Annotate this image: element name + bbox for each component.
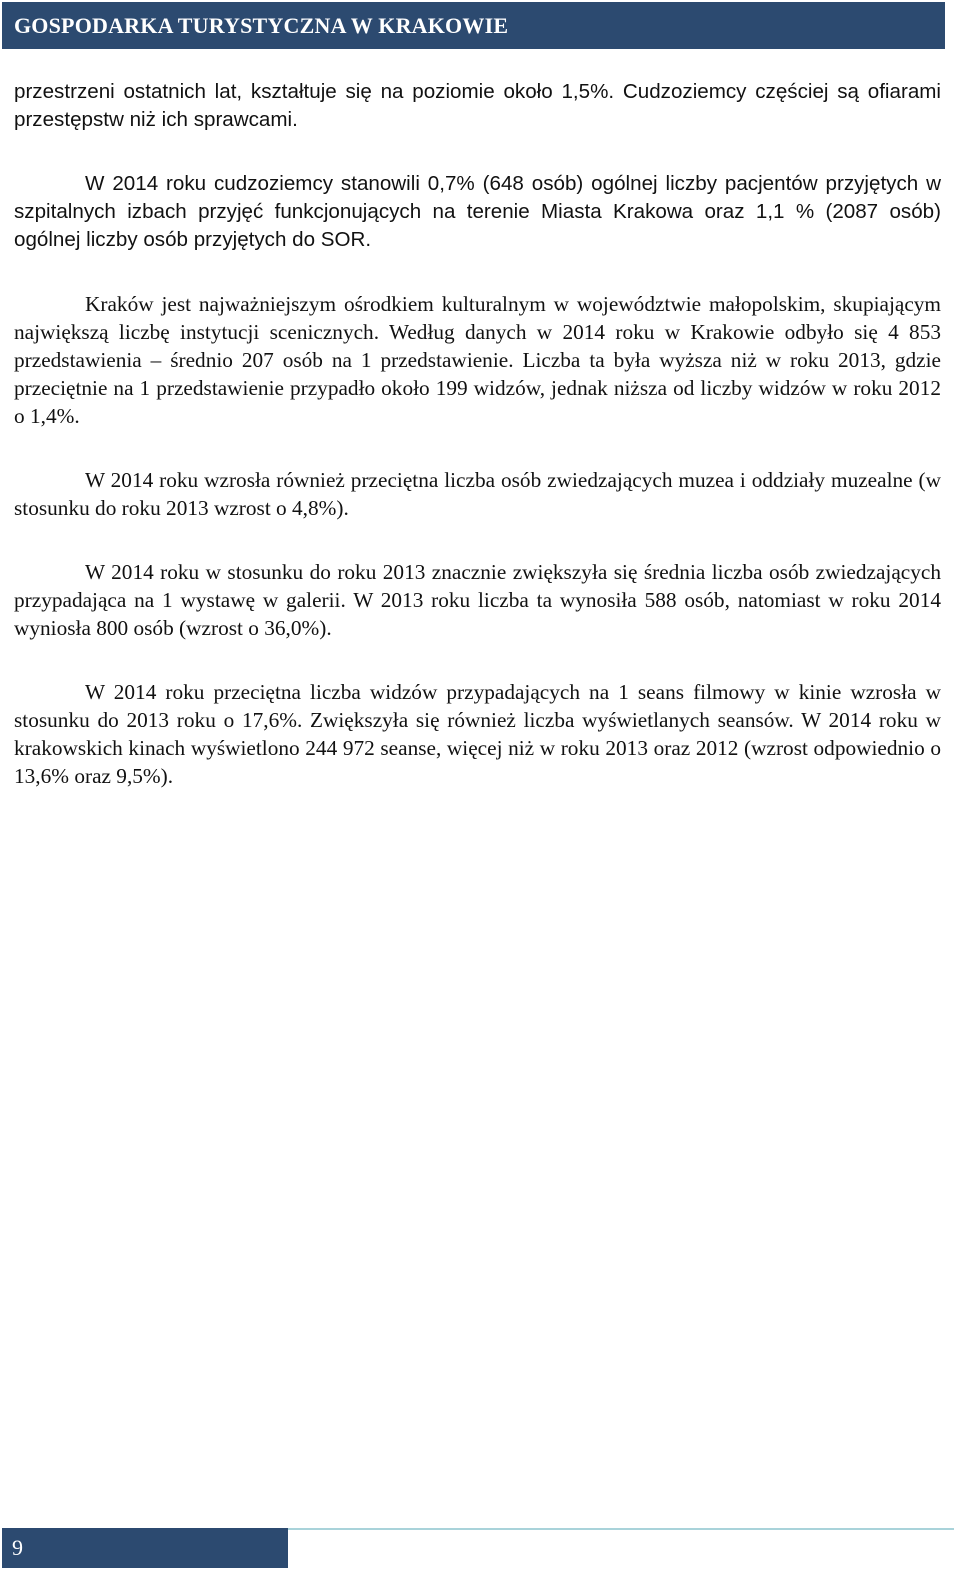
paragraph-galleries: W 2014 roku w stosunku do roku 2013 znacznie zwiększyła się średnia liczba osób zwiedzających przypadająca na 1 wystawę w galerii. W 2013 roku liczba ta wynosiła 588 osób, natomiast w roku 2014 wyniosła 800 osób (wzrost o 36,0%).	[14, 560, 941, 640]
document-body	[14, 78, 941, 826]
paragraph-cinemas: W 2014 roku przeciętna liczba widzów przypadających na 1 seans filmowy w kinie wzrosła w stosunku do 2013 roku o 17,6%. Zwiększyła się również liczba wyświetlanych seansów. W 2014 roku w krakowskich kinach wyświetlono 244 972 seanse, więcej niż w roku 2013 oraz 2012 (wzrost odpowiednio o 13,6% oraz 9,5%).	[14, 680, 941, 788]
section-title: GOSPODARKA TURYSTYCZNA W KRAKOWIE	[14, 12, 509, 38]
paragraph-continued: przestrzeni ostatnich lat, kształtuje się na poziomie około 1,5%. Cudzoziemcy częściej są ofiarami przestępstw niż ich sprawcami.	[14, 80, 941, 131]
footer-divider	[288, 1528, 954, 1530]
paragraph-foreign-patients: W 2014 roku cudzoziemcy stanowili 0,7% (648 osób) ogólnej liczby pacjentów przyjętych w szpitalnych izbach przyjęć funkcjonujących na terenie Miasta Krakowa oraz 1,1 % (2087 osób) ogólnej liczby osób przyjętych do SOR.	[14, 172, 941, 251]
page-number: 9	[12, 1535, 23, 1560]
page-footer	[2, 1528, 288, 1568]
paragraph-museums: W 2014 roku wzrosła również przeciętna liczba osób zwiedzających muzea i oddziały muzealne (w stosunku do roku 2013 wzrost o 4,8%).	[14, 468, 941, 520]
page-header-bar	[2, 2, 945, 49]
paragraph-cultural-center: Kraków jest najważniejszym ośrodkiem kulturalnym w województwie małopolskim, skupiającym największą liczbę instytucji scenicznych. Według danych w 2014 roku w Krakowie odbyło się 4 853 przedstawienia – średnio 207 osób na 1 przedstawienie. Liczba ta była wyższa niż w roku 2013, gdzie przeciętnie na 1 przedstawienie przypadło około 199 widzów, jednak niższa od liczby widzów w roku 2012 o 1,4%.	[14, 292, 941, 428]
